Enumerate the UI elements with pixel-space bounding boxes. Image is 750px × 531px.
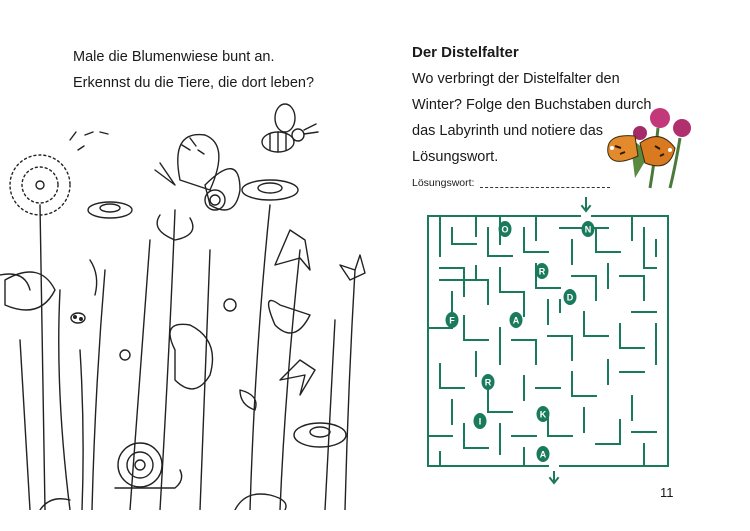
ladybug-icon — [71, 313, 85, 323]
page-number: 11 — [660, 485, 674, 500]
blossoms — [120, 215, 365, 395]
dandelion-icon — [10, 132, 108, 215]
painted-lady-butterfly-icon — [600, 98, 695, 193]
svg-text:I: I — [478, 416, 482, 427]
answer-row — [412, 177, 610, 189]
svg-text:K: K — [539, 409, 547, 420]
maze-instruction-line-4: Lösungswort. — [412, 149, 499, 165]
maze-instruction-line-3: das Labyrinth und notiere das — [412, 123, 604, 139]
butterfly-outline-icon — [155, 135, 240, 210]
leaves — [0, 260, 256, 410]
bead-r2 — [482, 374, 495, 390]
bead-d — [564, 289, 577, 305]
answer-label: Lösungswort: — [412, 177, 475, 189]
svg-text:A: A — [539, 449, 547, 460]
maze-instruction-line-1: Wo verbringt der Distelfalter den — [412, 71, 620, 87]
svg-text:N: N — [584, 224, 592, 235]
maze-instruction-line-2: Winter? Folge den Buchstaben durch — [412, 97, 652, 113]
bead-i — [474, 413, 487, 429]
bead-n — [582, 221, 595, 237]
section-title: Der Distelfalter — [412, 44, 519, 61]
coloring-instructions — [73, 44, 314, 96]
instruction-line-2: Erkennst du die Tiere, die dort leben? — [73, 75, 315, 91]
answer-blank[interactable] — [480, 178, 610, 188]
maze-exit-arrow — [550, 472, 558, 483]
bead-f — [446, 312, 459, 328]
svg-text:O: O — [501, 224, 509, 235]
bee-icon — [262, 104, 318, 152]
stones — [40, 494, 286, 510]
instruction-line-1: Male die Blumenwiese bunt an. — [73, 49, 275, 65]
stems — [20, 205, 355, 510]
bead-k — [537, 406, 550, 422]
svg-text:F: F — [449, 315, 455, 326]
svg-text:R: R — [484, 377, 492, 388]
svg-text:D: D — [566, 292, 574, 303]
maze-walls — [428, 216, 668, 466]
maze-entrance-arrow — [582, 198, 590, 211]
flower-meadow-drawing — [0, 90, 380, 510]
svg-text:A: A — [512, 315, 520, 326]
bead-r1 — [536, 263, 549, 279]
bead-a1 — [510, 312, 523, 328]
svg-text:R: R — [538, 266, 546, 277]
maze — [420, 196, 680, 486]
bead-a2 — [537, 446, 550, 462]
bead-o — [499, 221, 512, 237]
snail-icon — [115, 443, 182, 488]
